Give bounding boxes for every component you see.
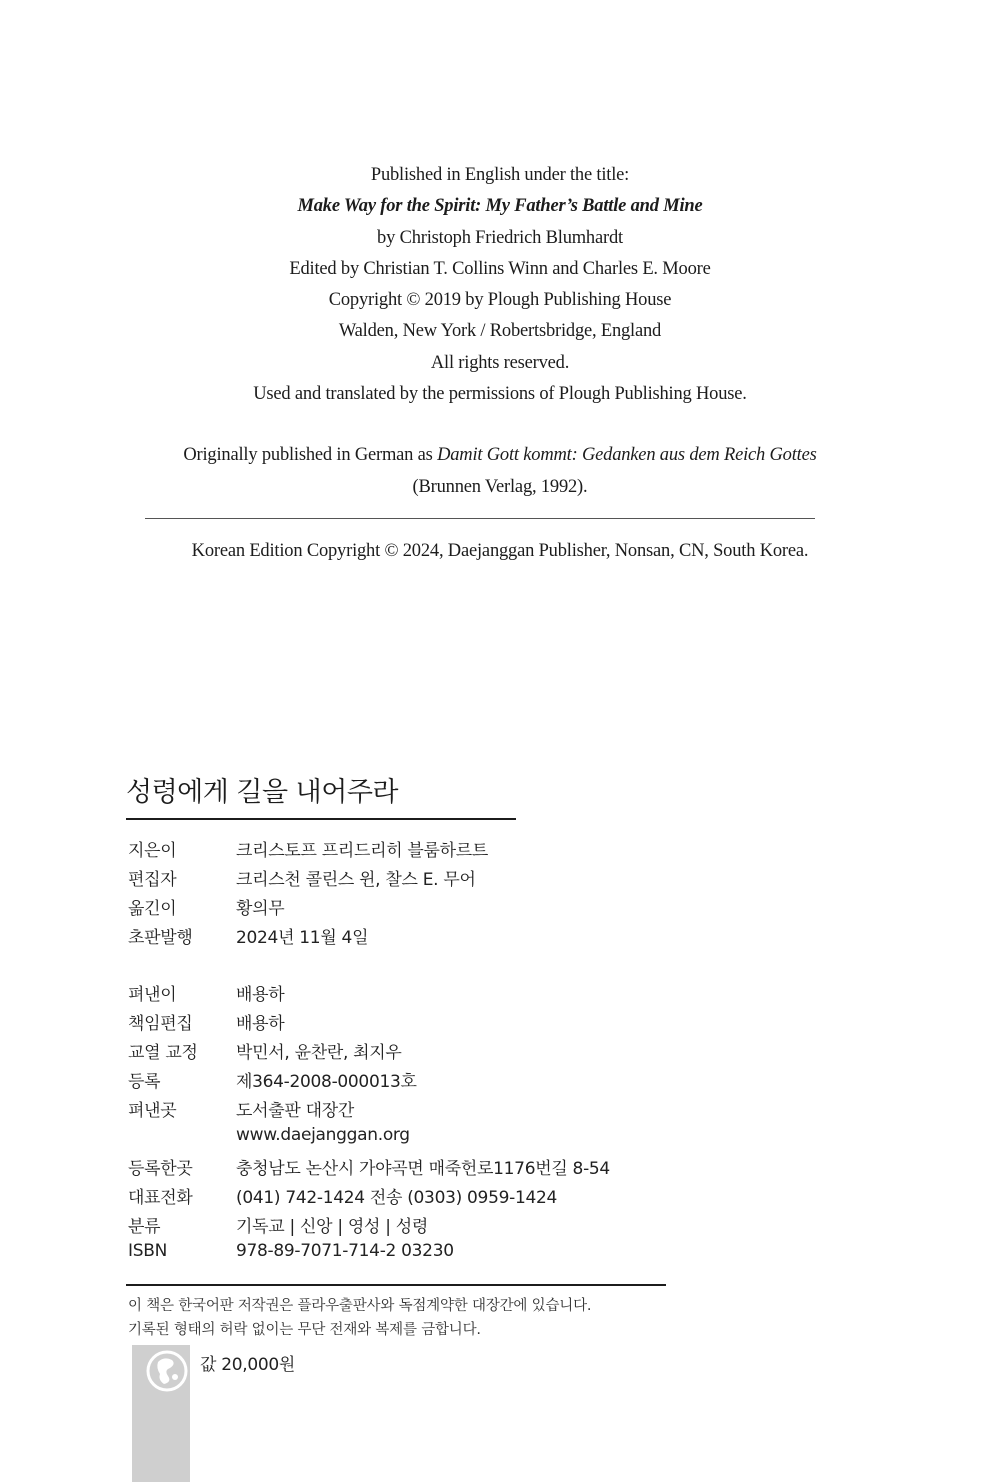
- german-original-line: [0, 440, 1000, 472]
- copyright-notice: [128, 1294, 591, 1342]
- english-title: Make Way for the Spirit: My Father’s Battle and Mine: [297, 196, 703, 217]
- info-value: 크리스토프 프리드리히 블룸하르트: [236, 841, 489, 861]
- info-label: 교열 교정: [128, 1043, 198, 1063]
- permission-line: Used and translated by the permissions of Plough Publishing House.: [253, 384, 747, 405]
- german-title: Damit Gott kommt: Gedanken aus dem Reich Gottes: [437, 445, 817, 465]
- info-label: 분류: [128, 1217, 161, 1237]
- info-label: 옮긴이: [128, 899, 177, 919]
- info-label: 펴낸곳: [128, 1101, 177, 1121]
- info-value: 978-89-7071-714-2 03230: [236, 1241, 454, 1261]
- info-label: 등록한곳: [128, 1159, 193, 1179]
- notice-divider-rule: [126, 1284, 666, 1286]
- info-label: 등록: [128, 1072, 161, 1092]
- info-label: ISBN: [128, 1241, 167, 1261]
- info-value: www.daejanggan.org: [236, 1125, 410, 1145]
- german-publication-info: [0, 440, 1000, 503]
- notice-line: 기록된 형태의 허락 없이는 무단 전재와 복제를 금합니다.: [128, 1322, 481, 1338]
- info-value: 배용하: [236, 985, 285, 1005]
- title-underline-rule: [126, 818, 516, 820]
- korean-copyright-text: Korean Edition Copyright © 2024, Daejanggan Publisher, Nonsan, CN, South Korea.: [191, 541, 809, 561]
- notice-line: 이 책은 한국어판 저작권은 플라우출판사와 독점계약한 대장간에 있습니다.: [128, 1298, 592, 1314]
- rights-line: All rights reserved.: [430, 352, 570, 373]
- info-value: 배용하: [236, 1014, 285, 1034]
- info-label: 책임편집: [128, 1014, 193, 1034]
- info-value: 기독교 | 신앙 | 영성 | 성령: [236, 1217, 429, 1237]
- info-value: 충청남도 논산시 가야곡면 매죽헌로1176번길 8-54: [236, 1159, 610, 1179]
- location-line: Walden, New York / Robertsbridge, England: [338, 321, 662, 342]
- divider-rule: [145, 518, 815, 519]
- editors-line: Edited by Christian T. Collins Winn and Charles E. Moore: [289, 258, 711, 279]
- copyright-line: Copyright © 2019 by Plough Publishing House: [328, 290, 672, 311]
- info-value: 크리스천 콜린스 윈, 찰스 E. 무어: [236, 870, 476, 890]
- published-under-line: Published in English under the title:: [370, 165, 630, 185]
- info-value: (041) 742-1424 전송 (0303) 0959-1424: [236, 1188, 558, 1208]
- info-value: 제364-2008-000013호: [236, 1072, 417, 1092]
- english-publication-info: [0, 160, 1000, 410]
- info-value: 황의무: [236, 899, 285, 919]
- info-label: 지은이: [128, 841, 177, 861]
- german-prefix: Originally published in German as: [183, 445, 438, 465]
- korean-edition-copyright: [0, 537, 1000, 565]
- info-label: 대표전화: [128, 1188, 193, 1208]
- info-label: 펴낸이: [128, 985, 177, 1005]
- korean-book-title: 성령에게 길을 내어주라: [126, 777, 398, 808]
- price-label: 값 20,000원: [200, 1355, 296, 1375]
- german-publisher: (Brunnen Verlag, 1992).: [412, 476, 588, 497]
- publisher-logo-icon: [146, 1350, 188, 1392]
- info-value: 2024년 11월 4일: [236, 928, 369, 948]
- info-value: 도서출판 대장간: [236, 1101, 354, 1121]
- info-label: 초판발행: [128, 928, 193, 948]
- info-value: 박민서, 윤찬란, 최지우: [236, 1043, 402, 1063]
- author-line: by Christoph Friedrich Blumhardt: [377, 227, 623, 248]
- info-label: 편집자: [128, 870, 177, 890]
